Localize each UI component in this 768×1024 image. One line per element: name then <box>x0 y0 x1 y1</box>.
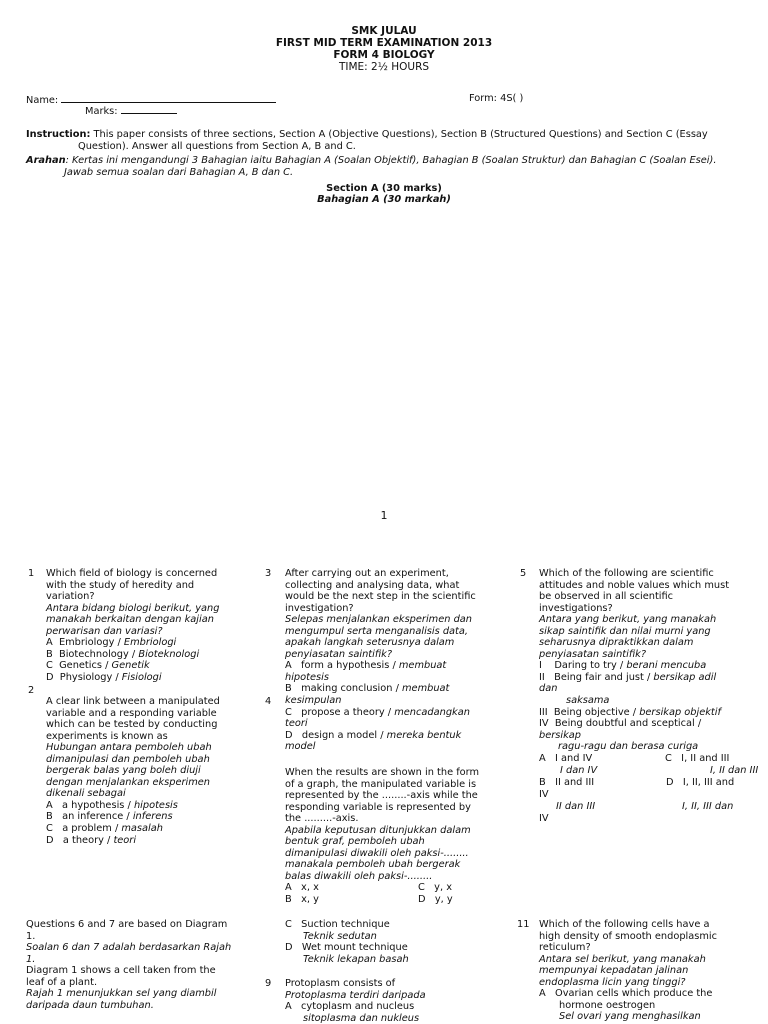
q2-line: A clear link between a manipulated <box>46 696 220 707</box>
q5-option-c[interactable]: C I, II and III <box>665 752 730 764</box>
question-number: 4 <box>265 696 272 707</box>
q1-option-c[interactable]: C Genetics / Genetik <box>46 660 150 672</box>
question-11 <box>517 919 757 1023</box>
q3-malay: mengumpul serta menganalisis data, <box>285 625 469 637</box>
q9-malay: Protoplasma terdiri daripada <box>285 989 426 1001</box>
instruction-text-2: Question). Answer all questions from Section A, B and C. <box>78 140 356 152</box>
q1-line: variation? <box>46 591 95 603</box>
q4-malay: bentuk graf, pemboleh ubah <box>285 836 425 848</box>
question-9 <box>265 978 495 1024</box>
q4-malay: balas diwakili oleh paksi-........ <box>285 870 433 882</box>
q8-option-c[interactable]: C Suction technique <box>285 919 390 930</box>
arahan-label: Arahan <box>26 155 66 166</box>
q9-option-a[interactable]: A cytoplasm and nucleus <box>285 1001 415 1013</box>
q8-option-d-malay: Teknik lekapan basah <box>303 953 409 965</box>
form-subject: FORM 4 BIOLOGY <box>333 49 435 62</box>
q2-malay: dengan menjalankan eksperimen <box>46 776 211 788</box>
q3-option-c[interactable]: C propose a theory / mencadangkan <box>285 706 470 718</box>
instruction-block <box>26 129 746 152</box>
section-a-title: Section A (30 marks) <box>326 183 442 194</box>
intro-malay: Rajah 1 menunjukkan sel yang diambil <box>26 988 217 1000</box>
q9-option-a-malay: sitoplasma dan nukleus <box>303 1012 420 1024</box>
q3-option-c-cont: teori <box>285 718 308 730</box>
q5-malay: sikap saintifik dan nilai murni yang <box>539 625 711 637</box>
q5-option-b[interactable]: B II and III <box>539 776 595 788</box>
questions-6-7-intro <box>26 919 266 1011</box>
q5-statement-4-cont: ragu-ragu dan berasa curiga <box>558 741 699 753</box>
q3-option-b-cont: kesimpulan <box>285 695 342 707</box>
q8-option-d[interactable]: D Wet mount technique <box>285 942 408 954</box>
question-5 <box>520 568 759 825</box>
q3-line: would be the next step in the scientific <box>285 591 476 603</box>
q5-option-d[interactable]: D I, II, III and <box>666 776 735 788</box>
q3-option-a-cont: hipotesis <box>285 671 329 683</box>
q4-option-b[interactable]: B x, y <box>285 894 319 906</box>
q5-statement-3: III Being objective / bersikap objektif <box>539 706 721 718</box>
q2-option-a[interactable]: A a hypothesis / hipotesis <box>46 799 178 811</box>
q3-option-d-cont: model <box>285 741 316 753</box>
q4-line: of a graph, the manipulated variable is <box>285 778 477 790</box>
question-number: 3 <box>265 568 272 579</box>
q5-statement-2-cont: dan <box>539 683 558 695</box>
q4-line: When the results are shown in the form <box>285 767 480 778</box>
q11-line: Which of the following cells have a <box>539 919 710 930</box>
q5-line: be observed in all scientific <box>539 591 674 603</box>
q1-malay: manakah berkaitan dengan kajian <box>46 614 214 626</box>
q5-line: attitudes and noble values which must <box>539 579 730 591</box>
q2-line: which can be tested by conducting <box>46 719 218 731</box>
q5-option-d-malay: I, II, III dan <box>682 800 734 812</box>
q3-malay: apakah langkah seterusnya dalam <box>285 637 455 649</box>
q1-malay: perwarisan dan variasi? <box>46 625 163 637</box>
question-8-options <box>285 919 495 965</box>
intro-line: leaf of a plant. <box>26 976 98 988</box>
question-3 <box>265 568 495 753</box>
q2-line: experiments is known as <box>46 730 168 742</box>
q5-malay: penyiasatan saintifik? <box>539 648 647 660</box>
q11-line: high density of smooth endoplasmic <box>539 930 718 942</box>
marks-label: Marks: <box>85 106 118 117</box>
q1-option-d[interactable]: D Physiology / Fisiologi <box>46 671 162 683</box>
q5-line: Which of the following are scientific <box>539 568 714 579</box>
q1-option-b[interactable]: B Biotechnology / Bioteknologi <box>46 648 200 660</box>
arahan-text-2: Jawab semua soalan dari Bahagian A, B dan C. <box>64 166 294 178</box>
q1-option-a[interactable]: A Embriology / Embriologi <box>46 637 177 649</box>
question-number: 5 <box>520 568 527 579</box>
q3-line: After carrying out an experiment, <box>285 568 449 579</box>
q5-line: investigations? <box>539 602 613 614</box>
q1-line: with the study of heredity and <box>46 579 195 591</box>
q5-option-d-malay-cont: IV <box>539 812 549 824</box>
q11-option-a[interactable]: A Ovarian cells which produce the <box>539 988 713 1000</box>
arahan-text: : Kertas ini mengandungi 3 Bahagian iaitu Bahagian A (Soalan Objektif), Bahagian B (Soalan Struktur) dan Bahagian C (Soalan Esei). <box>65 155 717 166</box>
q11-line: reticulum? <box>539 942 591 954</box>
q5-malay: Antara yang berikut, yang manakah <box>539 614 717 626</box>
intro-line: 1. <box>26 930 36 942</box>
bahagian-a-title: Bahagian A (30 markah) <box>317 194 451 205</box>
q11-option-a-malay: Sel ovari yang menghasilkan <box>559 1011 701 1023</box>
question-number: 9 <box>265 978 272 989</box>
q3-line: collecting and analysing data, what <box>285 579 460 591</box>
q11-malay: endoplasma licin yang tinggi? <box>539 976 686 988</box>
intro-malay: Soalan 6 dan 7 adalah berdasarkan Rajah <box>26 942 232 954</box>
q2-malay: bergerak balas yang boleh diuji <box>46 765 201 777</box>
form-field <box>469 93 523 105</box>
q4-line: responding variable is represented by <box>285 801 471 813</box>
instruction-label: Instruction: <box>26 129 91 140</box>
intro-malay: daripada daun tumbuhan. <box>26 999 154 1011</box>
q2-option-b[interactable]: B an inference / inferens <box>46 811 173 823</box>
q4-line: represented by the ........-axis while the <box>285 790 478 802</box>
q5-statement-4: IV Being doubtful and sceptical / <box>539 718 702 730</box>
q11-malay: mempunyai kepadatan jalinan <box>539 965 689 977</box>
q5-option-d-cont: IV <box>539 788 549 800</box>
q2-line: variable and a responding variable <box>46 707 217 719</box>
q5-option-c-malay: I, II dan III <box>710 764 759 776</box>
q5-statement-4-cont: bersikap <box>539 729 581 741</box>
question-4 <box>285 767 495 906</box>
q5-statement-2-cont: saksama <box>566 695 610 707</box>
question-number: 1 <box>28 568 35 579</box>
q2-option-c[interactable]: C a problem / masalah <box>46 823 163 835</box>
q11-malay: Antara sel berikut, yang manakah <box>539 953 706 965</box>
q4-option-c[interactable]: C y, x <box>418 882 453 894</box>
question-1 <box>28 568 258 683</box>
intro-line: Questions 6 and 7 are based on Diagram <box>26 919 228 930</box>
q5-option-b-malay: II dan III <box>556 800 596 812</box>
q11-option-a-cont: hormone oestrogen <box>559 999 656 1011</box>
q4-malay: manakala pemboleh ubah bergerak <box>285 859 461 871</box>
q3-option-a[interactable]: A form a hypothesis / membuat <box>285 660 447 672</box>
q4-option-d[interactable]: D y, y <box>418 894 453 906</box>
q8-option-c-malay: Teknik sedutan <box>303 930 377 942</box>
q3-option-d[interactable]: D design a model / mereka bentuk <box>285 729 462 741</box>
q3-malay: penyiasatan saintifik? <box>285 648 393 660</box>
q5-option-a-malay: I dan IV <box>560 764 598 776</box>
marks-blank[interactable] <box>121 104 177 114</box>
page-number: 1 <box>380 509 388 522</box>
q4-line: the .........-axis. <box>285 813 359 825</box>
q3-malay: Selepas menjalankan eksperimen dan <box>285 614 473 626</box>
q5-statement-1: I Daring to try / berani mencuba <box>539 660 707 672</box>
q2-option-d[interactable]: D a theory / teori <box>46 834 137 846</box>
intro-line: Diagram 1 shows a cell taken from the <box>26 965 216 977</box>
arahan-block <box>26 155 746 178</box>
q2-malay: dikenali sebagai <box>46 788 126 800</box>
q2-malay: dimanipulasi dan pemboleh ubah <box>46 753 210 765</box>
question-2 <box>28 685 258 846</box>
q2-malay: Hubungan antara pemboleh ubah <box>46 742 212 754</box>
marks-field <box>85 104 177 118</box>
name-label: Name: <box>26 95 59 106</box>
exam-title: FIRST MID TERM EXAMINATION 2013 <box>275 37 493 50</box>
q4-malay: dimanipulasi diwakili oleh paksi-........ <box>285 847 469 859</box>
form-label: Form: 4S( ) <box>469 93 524 104</box>
intro-malay: 1. <box>26 953 36 965</box>
q5-statement-2: II Being fair and just / bersikap adil <box>539 671 717 683</box>
instruction-text: This paper consists of three sections, Section A (Objective Questions), Section B (Structured Questions) and Section C (Essay <box>90 129 708 140</box>
q3-option-b[interactable]: B making conclusion / membuat <box>285 683 450 695</box>
exam-header <box>0 25 768 73</box>
question-number: 2 <box>28 685 35 696</box>
name-blank[interactable] <box>61 93 276 103</box>
question-number: 11 <box>517 919 530 930</box>
q4-option-a[interactable]: A x, x <box>285 882 319 894</box>
q1-malay: Antara bidang biologi berikut, yang <box>46 602 220 614</box>
q9-line: Protoplasm consists of <box>285 978 396 989</box>
q5-option-a[interactable]: A I and IV <box>539 752 593 764</box>
q5-malay: seharusnya dipraktikkan dalam <box>539 637 694 649</box>
school-name: SMK JULAU <box>351 25 417 37</box>
q3-line: investigation? <box>285 602 354 614</box>
q4-malay: Apabila keputusan ditunjukkan dalam <box>285 824 471 836</box>
q1-line: Which field of biology is concerned <box>46 568 218 579</box>
exam-duration: TIME: 2½ HOURS <box>338 61 430 74</box>
